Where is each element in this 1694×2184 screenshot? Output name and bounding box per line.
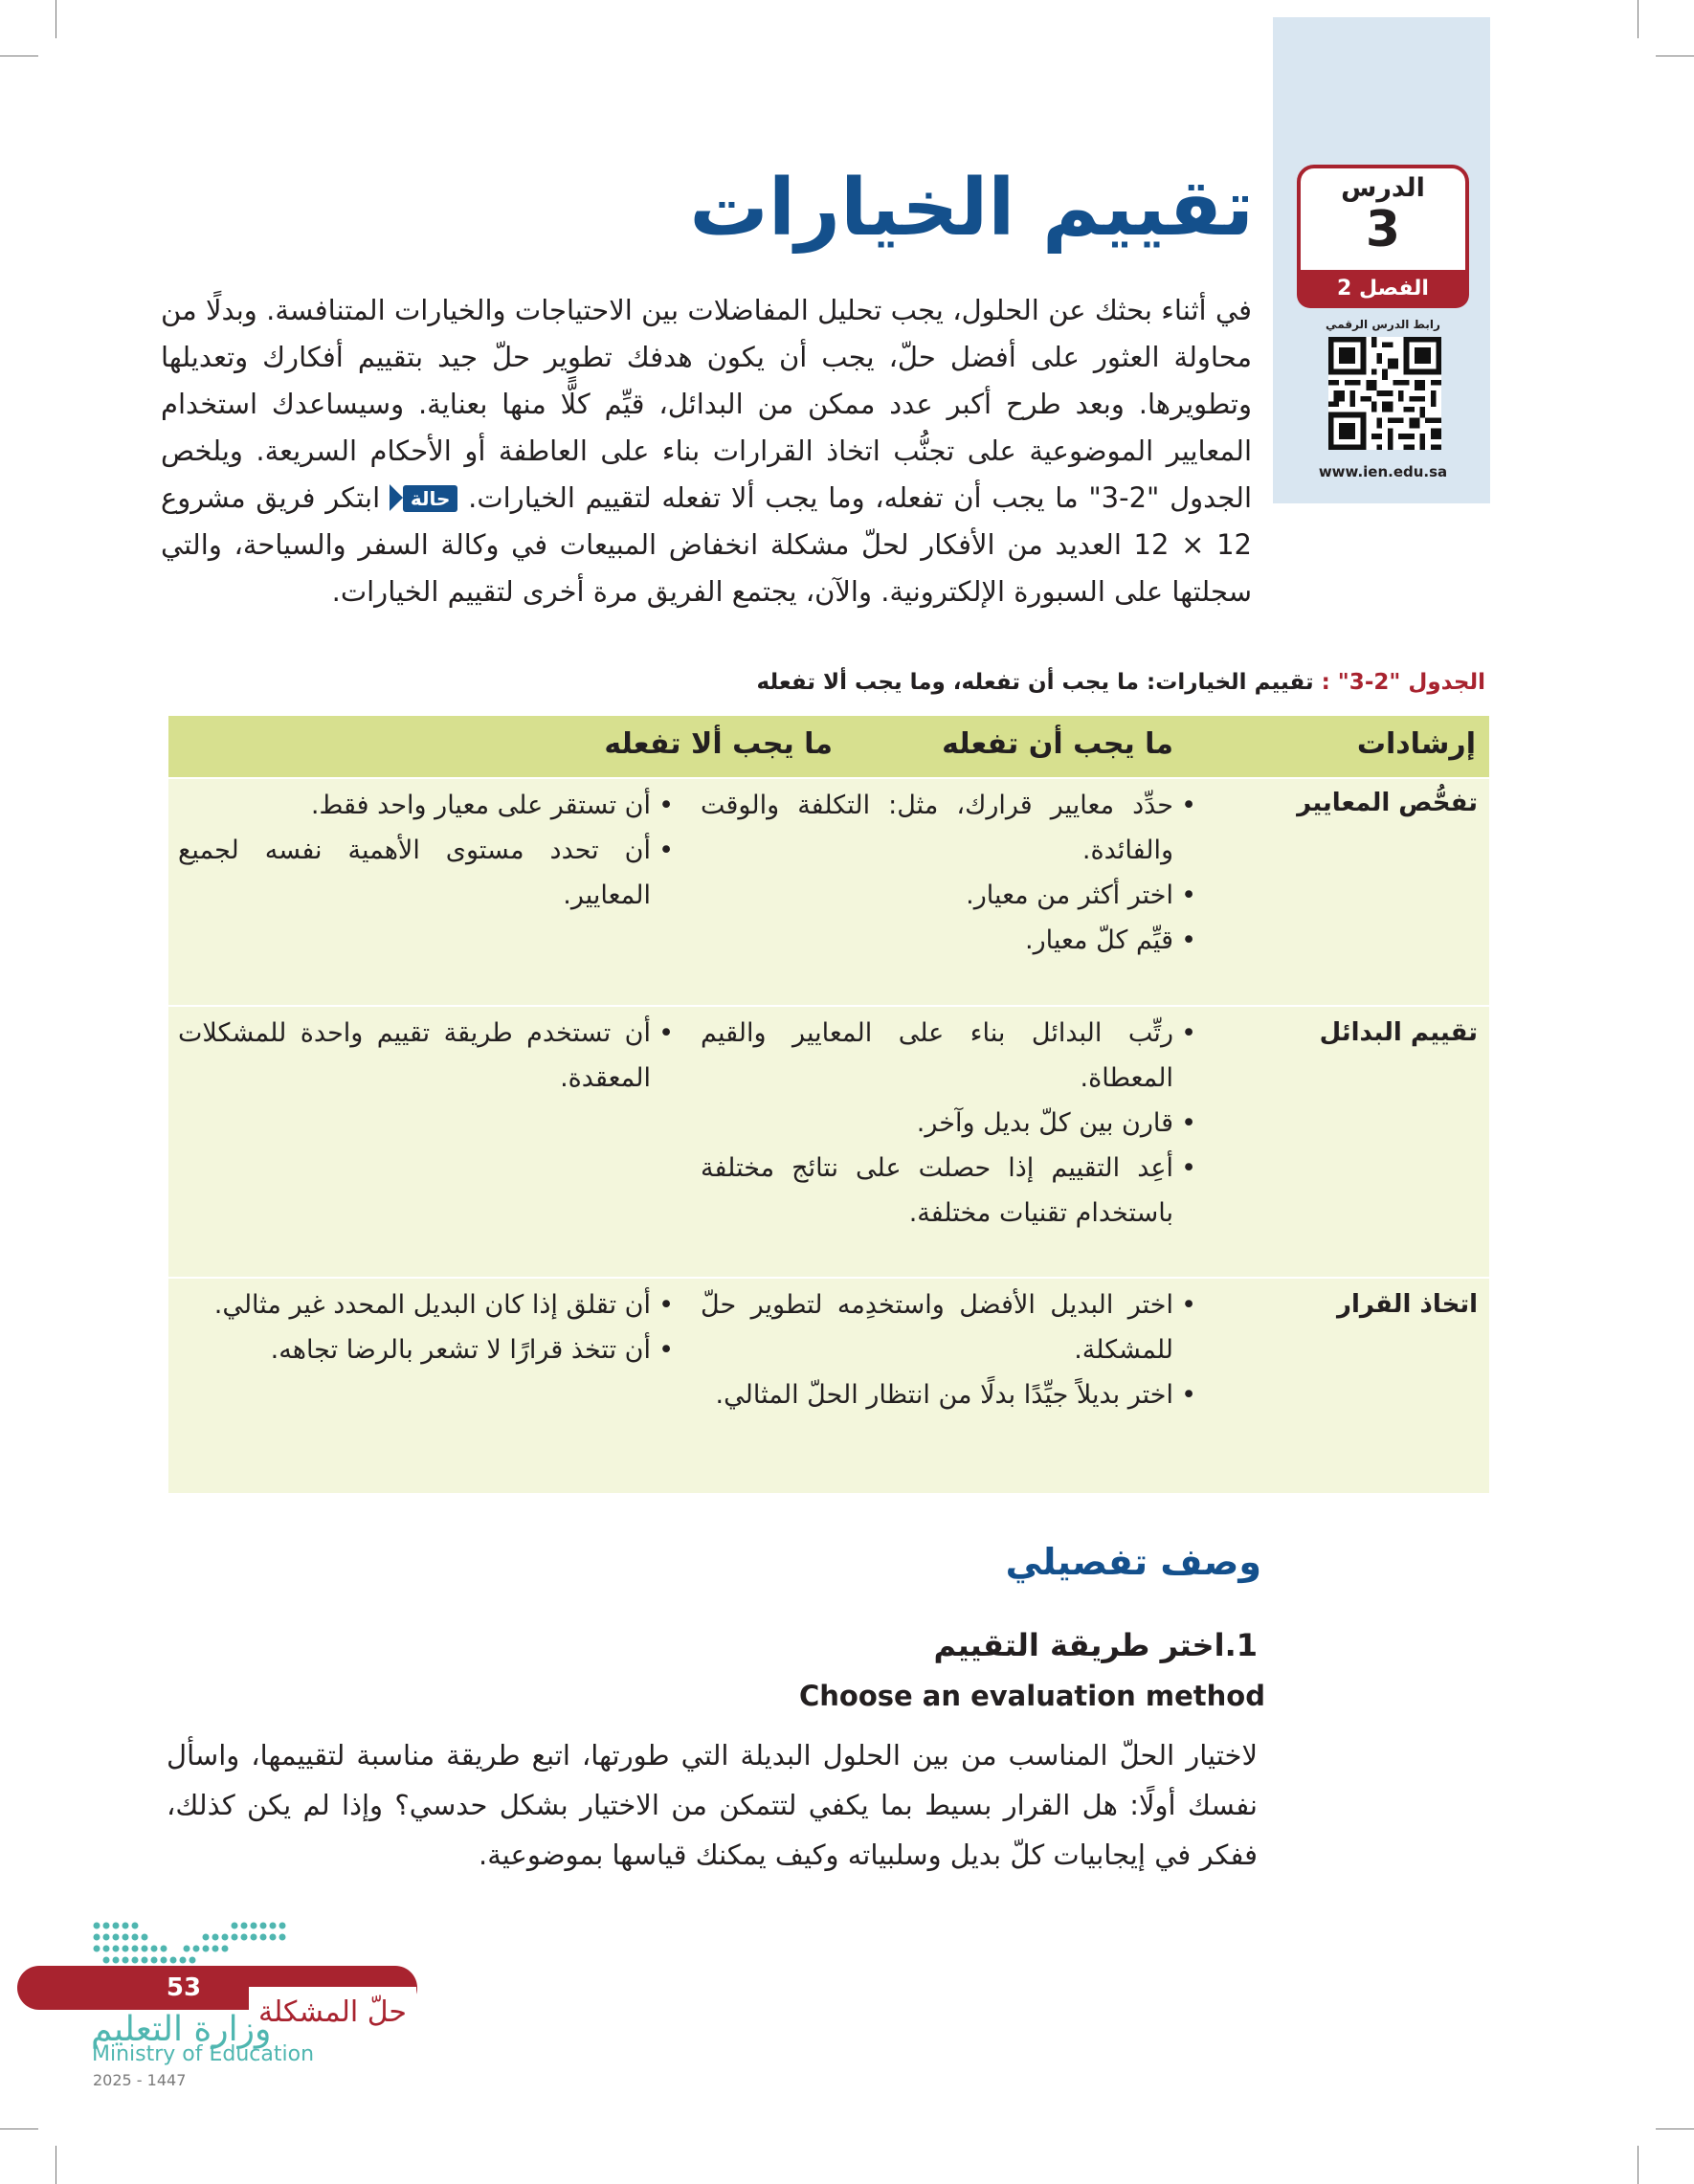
- table-row: [168, 777, 1489, 1007]
- list-item: • اختر البديل الأفضل واستخدِمه لتطوير حلّ للمشكلة.: [701, 1282, 1198, 1372]
- row-label: اتخاذ القرار: [1336, 1290, 1478, 1319]
- case-arrow-icon: [390, 484, 403, 511]
- list-item: • قارن بين كلّ بديل وآخر.: [701, 1101, 1198, 1146]
- case-tag: حالة: [403, 485, 458, 512]
- list-item: • أعِد التقييم إذا حصلت على نتائج مختلفة باستخدام تقنيات مختلفة.: [701, 1146, 1198, 1236]
- list-item: • رتِّب البدائل بناء على المعايير والقيم المعطاة.: [701, 1011, 1198, 1101]
- header-do: ما يجب أن تفعله: [942, 727, 1173, 761]
- step-body: لاختيار الحلّ المناسب من بين الحلول البديلة التي طورتها، اتبع طريقة مناسبة لتقييمها، واسأل نفسك أولًا: هل القرار بسيط بما يكفي لتتمكن من الاختيار بشكل حدسي؟ وإذا لم يكن كذلك، ففكر في إيجابيات كلّ بديل وسلبياته وكيف يمكنك قياسها بموضوعية.: [167, 1739, 1258, 1871]
- ministry-name-en: Ministry of Education: [92, 2042, 315, 2066]
- do-list: [701, 1282, 1198, 1417]
- crop-mark: [0, 2128, 38, 2129]
- table-header: [168, 716, 1489, 777]
- list-item: • اختر بديلاً جيِّدًا بدلًا من انتظار الحلّ المثالي.: [701, 1372, 1198, 1417]
- list-item: • قيِّم كلّ معيار.: [701, 918, 1198, 963]
- page-title: تقييم الخيارات: [689, 163, 1254, 254]
- header-dont: ما يجب ألا تفعله: [604, 727, 833, 761]
- step-title-ar: [934, 1627, 1259, 1663]
- list-item: • أن تستخدم طريقة تقييم واحدة للمشكلات المعقدة.: [178, 1011, 676, 1101]
- table-row: [168, 1005, 1489, 1279]
- table-row: [168, 1277, 1489, 1495]
- step-number: 1.: [1224, 1627, 1258, 1663]
- case-text: ابتكر فريق مشروع 12 × 12 العديد من الأفكار لحلّ مشكلة انخفاض المبيعات في وكالة السفر والسياحة، والتي سجلتها على السبورة الإلكترونية. والآن، يجتمع الفريق مرة أخرى لتقييم الخيارات.: [161, 481, 1252, 608]
- header-guidance: إرشادات: [1356, 727, 1476, 761]
- list-item: • حدِّد معايير قرارك، مثل: التكلفة والوقت والفائدة.: [701, 783, 1198, 873]
- list-item: • أن تتخذ قرارًا لا تشعر بالرضا تجاهه.: [178, 1327, 676, 1372]
- ministry-name-ar: وزارة التعليم: [91, 2010, 272, 2049]
- evaluation-table: [168, 716, 1489, 1493]
- footer-topic: حلّ المشكلة: [249, 1987, 416, 2039]
- ministry-year: 2025 - 1447: [93, 2071, 187, 2089]
- dont-list: [178, 783, 676, 918]
- row-label: تقييم البدائل: [1319, 1018, 1478, 1047]
- intro-text: في أثناء بحثك عن الحلول، يجب تحليل المفاضلات بين الاحتياجات والخيارات المتنافسة. وبدلًا من محاولة العثور على أفضل حلّ، يجب أن يكون هدفك تطوير حلّ جيد بتقييم أفكارك وتعديلها وتطويرها. وبعد طرح أكبر عدد ممكن من البدائل، قيِّم كلًّا منها بعناية. وسيساعدك استخدام المعايير الموضوعية على تجنُّب اتخاذ القرارات بناء على العاطفة أو الأحكام السريعة. ويلخص الجدول "2-3" ما يجب أن تفعله، وما يجب ألا تفعله لتقييم الخيارات.: [161, 294, 1252, 514]
- page-number: 53: [166, 1973, 202, 2002]
- crop-mark: [1656, 2128, 1694, 2129]
- row-label: تفحُّص المعايير: [1297, 789, 1478, 817]
- dont-list: [178, 1282, 676, 1372]
- list-item: • أن تقلق إذا كان البديل المحدد غير مثالي.: [178, 1282, 676, 1327]
- section-heading: وصف تفصيلي: [1005, 1541, 1261, 1583]
- qr-code-icon[interactable]: [1328, 337, 1441, 450]
- list-item: • أن تستقر على معيار واحد فقط.: [178, 783, 676, 828]
- digital-link-label: رابط الدرس الرقمي: [1326, 318, 1440, 331]
- lesson-word: الدرس: [1341, 173, 1425, 203]
- dont-list: [178, 1011, 676, 1101]
- table-caption: [757, 670, 1486, 695]
- chapter-label: الفصل 2: [1297, 270, 1469, 308]
- do-list: [701, 783, 1198, 963]
- step-title-text: اختر طريقة التقييم: [933, 1627, 1225, 1663]
- lesson-number: 3: [1365, 201, 1401, 258]
- website-link[interactable]: www.ien.edu.sa: [1318, 463, 1448, 480]
- table-caption-label: الجدول "2-3" :: [1321, 670, 1485, 695]
- step-title-en: Choose an evaluation method: [799, 1680, 1265, 1712]
- do-list: [701, 1011, 1198, 1236]
- ministry-logo-icon: [91, 1920, 301, 1966]
- list-item: • اختر أكثر من معيار.: [701, 873, 1198, 918]
- table-caption-text: تقييم الخيارات: ما يجب أن تفعله، وما يجب ألا تفعله: [756, 670, 1314, 695]
- list-item: • أن تحدد مستوى الأهمية نفسه لجميع المعايير.: [178, 828, 676, 918]
- intro-paragraph: [161, 287, 1252, 615]
